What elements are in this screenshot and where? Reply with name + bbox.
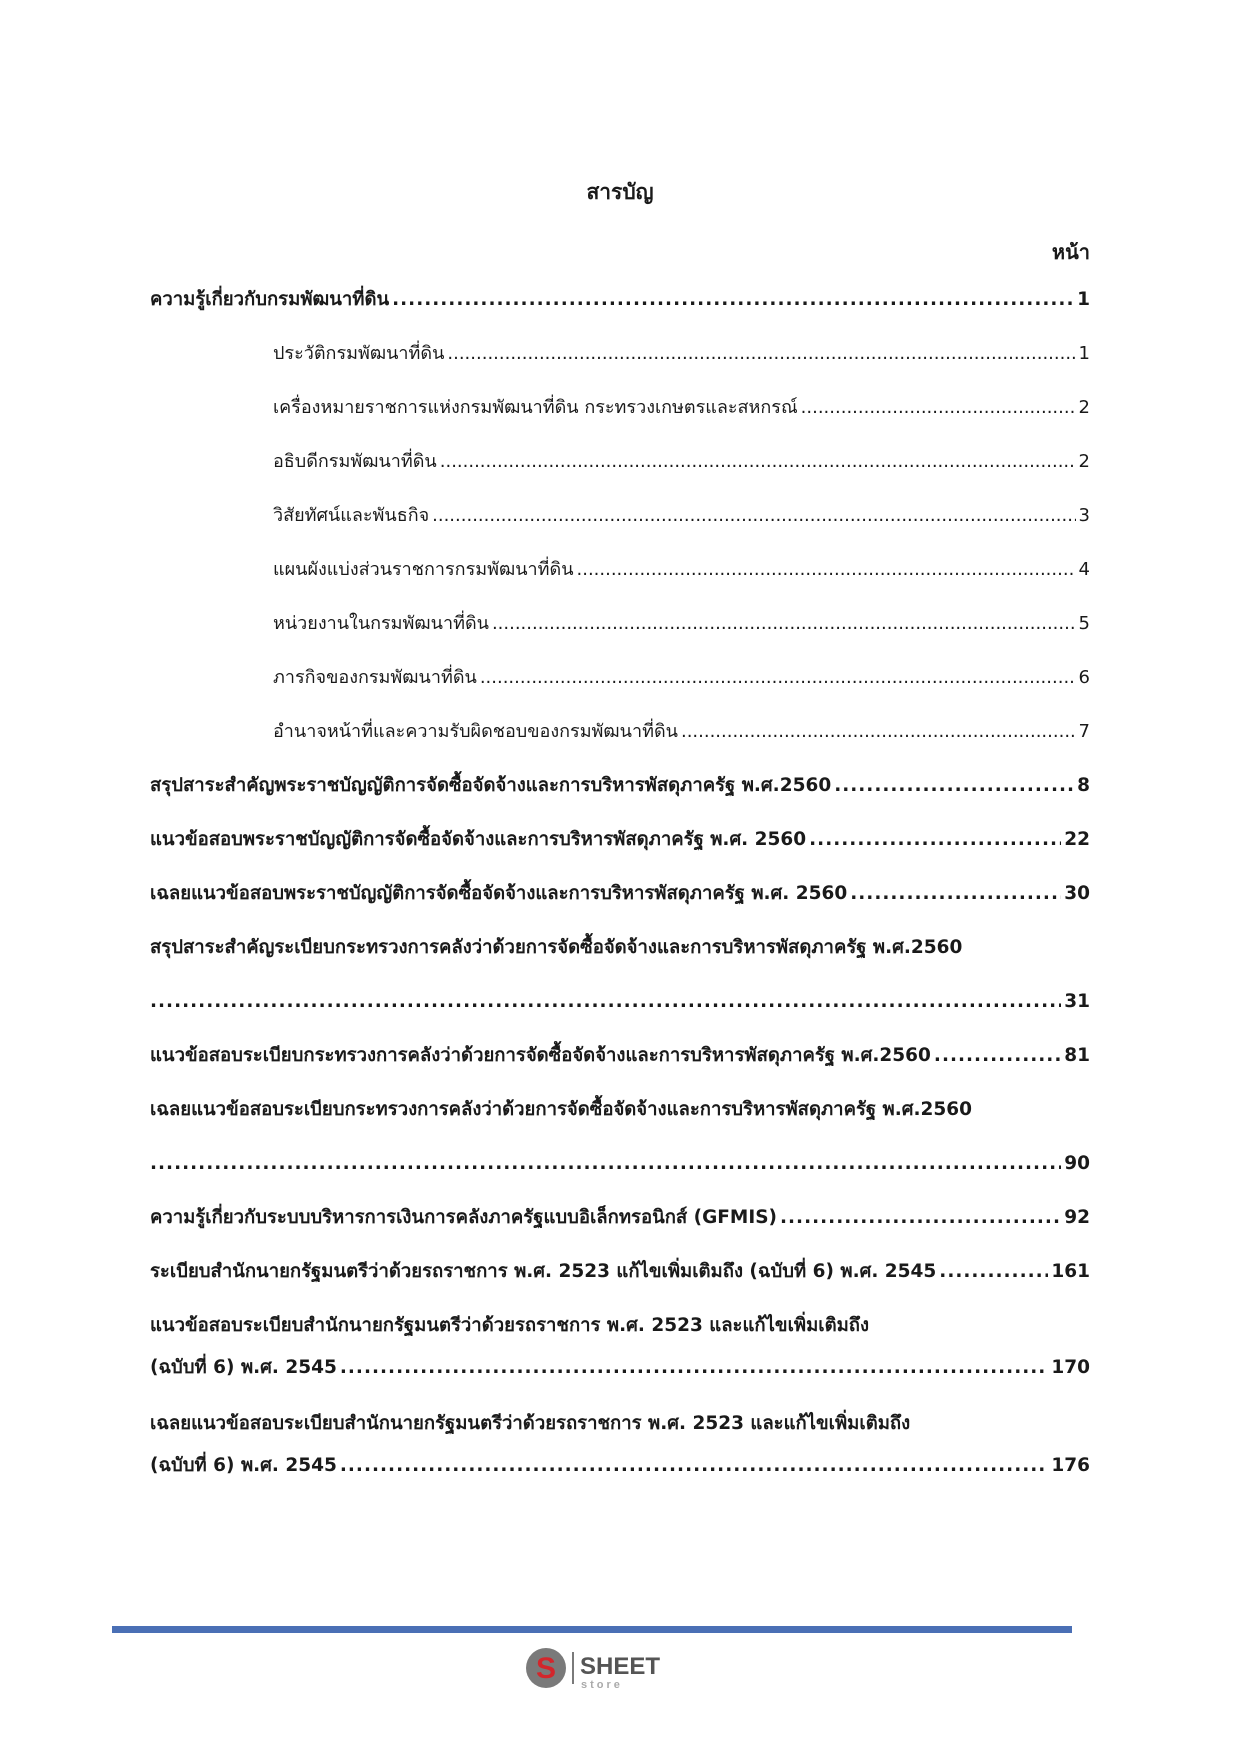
leader-dots <box>577 550 1076 590</box>
toc-entry-page: 170 <box>1051 1357 1090 1378</box>
toc-entry-page: 30 <box>1064 883 1090 904</box>
toc-entry[interactable] <box>150 1090 1090 1184</box>
toc-subentry[interactable] <box>150 388 1090 428</box>
toc-entry-page: 81 <box>1064 1045 1090 1066</box>
leader-dots <box>934 1036 1061 1076</box>
leader-dots <box>447 334 1075 374</box>
toc-entry-title: แนวข้อสอบระเบียบกระทรวงการคลังว่าด้วยการจัดซื้อจัดจ้างและการบริหารพัสดุภาครัฐ พ.ศ.2560 <box>150 1045 931 1066</box>
toc-subentry[interactable] <box>150 334 1090 374</box>
toc-subentry[interactable] <box>150 658 1090 698</box>
leader-dots <box>440 442 1076 482</box>
logo-subword: store <box>581 1679 623 1691</box>
toc-entry-title: ความรู้เกี่ยวกับระบบบริหารการเงินการคลังภาครัฐแบบอิเล็กทรอนิกส์ (GFMIS) <box>150 1207 777 1228</box>
toc-entry[interactable] <box>150 1198 1090 1238</box>
toc-entry-title-cont: (ฉบับที่ 6) พ.ศ. 2545 <box>150 1455 337 1476</box>
toc-subentry[interactable] <box>150 712 1090 752</box>
toc-entry-page: 5 <box>1078 613 1090 634</box>
toc-entry-title: แผนผังแบ่งส่วนราชการกรมพัฒนาที่ดิน <box>273 559 574 580</box>
leader-dots <box>340 1446 1049 1486</box>
leader-dots <box>809 820 1061 860</box>
toc-entry-page: 31 <box>1064 991 1090 1012</box>
toc-entry-page: 7 <box>1078 721 1090 742</box>
sheet-store-logo <box>524 1644 684 1692</box>
toc-entry[interactable] <box>150 1306 1090 1388</box>
toc-entry-title: สรุปสาระสำคัญระเบียบกระทรวงการคลังว่าด้วยการจัดซื้อจัดจ้างและการบริหารพัสดุภาครัฐ พ.ศ.2560 <box>150 937 963 958</box>
toc-entry-title: เฉลยแนวข้อสอบระเบียบสำนักนายกรัฐมนตรีว่าด้วยรถราชการ พ.ศ. 2523 และแก้ไขเพิ่มเติมถึง <box>150 1413 911 1434</box>
footer-divider <box>112 1626 1072 1633</box>
toc-entry-title: เฉลยแนวข้อสอบระเบียบกระทรวงการคลังว่าด้วยการจัดซื้อจัดจ้างและการบริหารพัสดุภาครัฐ พ.ศ.2560 <box>150 1099 973 1120</box>
leader-dots <box>834 766 1074 806</box>
leader-dots <box>780 1198 1061 1238</box>
toc-entry-title: หน่วยงานในกรมพัฒนาที่ดิน <box>273 613 489 634</box>
toc-entry-page: 92 <box>1064 1207 1090 1228</box>
toc-entry-page: 8 <box>1077 775 1090 796</box>
toc-entry[interactable] <box>150 928 1090 1022</box>
toc-subentry[interactable] <box>150 604 1090 644</box>
toc-entry-page: 6 <box>1078 667 1090 688</box>
leader-dots <box>150 982 1061 1022</box>
toc-entry-page: 2 <box>1078 451 1090 472</box>
toc-entry-title: ระเบียบสำนักนายกรัฐมนตรีว่าด้วยรถราชการ พ.ศ. 2523 แก้ไขเพิ่มเติมถึง (ฉบับที่ 6) พ.ศ. 2545 <box>150 1261 937 1282</box>
toc-entry-title: อธิบดีกรมพัฒนาที่ดิน <box>273 451 437 472</box>
toc-entry-page: 90 <box>1064 1153 1090 1174</box>
toc-entry-title: ภารกิจของกรมพัฒนาที่ดิน <box>273 667 477 688</box>
toc-entry-page: 4 <box>1078 559 1090 580</box>
toc-subentry[interactable] <box>150 496 1090 536</box>
toc-entry-title: อำนาจหน้าที่และความรับผิดชอบของกรมพัฒนาที่ดิน <box>273 721 678 742</box>
toc-entry[interactable] <box>150 1036 1090 1076</box>
toc-entry-title: วิสัยทัศน์และพันธกิจ <box>273 505 430 526</box>
toc-entry-page: 1 <box>1078 343 1090 364</box>
toc-entry-page: 1 <box>1077 289 1090 310</box>
leader-dots <box>480 658 1076 698</box>
toc-entry-title: แนวข้อสอบพระราชบัญญัติการจัดซื้อจัดจ้างและการบริหารพัสดุภาครัฐ พ.ศ. 2560 <box>150 829 807 850</box>
toc-entry[interactable] <box>150 820 1090 860</box>
logo-separator <box>572 1652 574 1684</box>
leader-dots <box>681 712 1076 752</box>
logo-word: SHEET <box>580 1653 661 1680</box>
leader-dots <box>801 388 1076 428</box>
toc-entry-title: เครื่องหมายราชการแห่งกรมพัฒนาที่ดิน กระทรวงเกษตรและสหกรณ์ <box>273 397 798 418</box>
toc-entry-title-cont: (ฉบับที่ 6) พ.ศ. 2545 <box>150 1357 337 1378</box>
toc-entry-title: แนวข้อสอบระเบียบสำนักนายกรัฐมนตรีว่าด้วยรถราชการ พ.ศ. 2523 และแก้ไขเพิ่มเติมถึง <box>150 1315 870 1336</box>
leader-dots <box>850 874 1061 914</box>
leader-dots <box>939 1252 1048 1292</box>
toc-entry-page: 3 <box>1078 505 1090 526</box>
leader-dots <box>432 496 1075 536</box>
leader-dots <box>150 1144 1061 1184</box>
leader-dots <box>340 1348 1049 1388</box>
toc-entry[interactable] <box>150 874 1090 914</box>
toc-entry[interactable] <box>150 280 1090 320</box>
page-title: สารบัญ <box>586 180 654 204</box>
toc-subentry[interactable] <box>150 442 1090 482</box>
logo-letter: S <box>535 1652 557 1685</box>
toc-entry-title: ประวัติกรมพัฒนาที่ดิน <box>273 343 445 364</box>
leader-dots <box>492 604 1076 644</box>
toc-entry[interactable] <box>150 766 1090 806</box>
toc-entry-title: เฉลยแนวข้อสอบพระราชบัญญัติการจัดซื้อจัดจ้างและการบริหารพัสดุภาครัฐ พ.ศ. 2560 <box>150 883 848 904</box>
toc-entry-page: 22 <box>1064 829 1090 850</box>
leader-dots <box>392 280 1074 320</box>
toc-subentry[interactable] <box>150 550 1090 590</box>
toc-entry-page: 161 <box>1051 1261 1090 1282</box>
page-column-header: หน้า <box>1051 240 1090 264</box>
toc-entry-title: ความรู้เกี่ยวกับกรมพัฒนาที่ดิน <box>150 289 390 310</box>
toc-entry-page: 2 <box>1078 397 1090 418</box>
toc-entry-page: 176 <box>1051 1455 1090 1476</box>
toc-entry-title: สรุปสาระสำคัญพระราชบัญญัติการจัดซื้อจัดจ้างและการบริหารพัสดุภาครัฐ พ.ศ.2560 <box>150 775 832 796</box>
toc-entry[interactable] <box>150 1252 1090 1292</box>
toc-entry[interactable] <box>150 1404 1090 1486</box>
